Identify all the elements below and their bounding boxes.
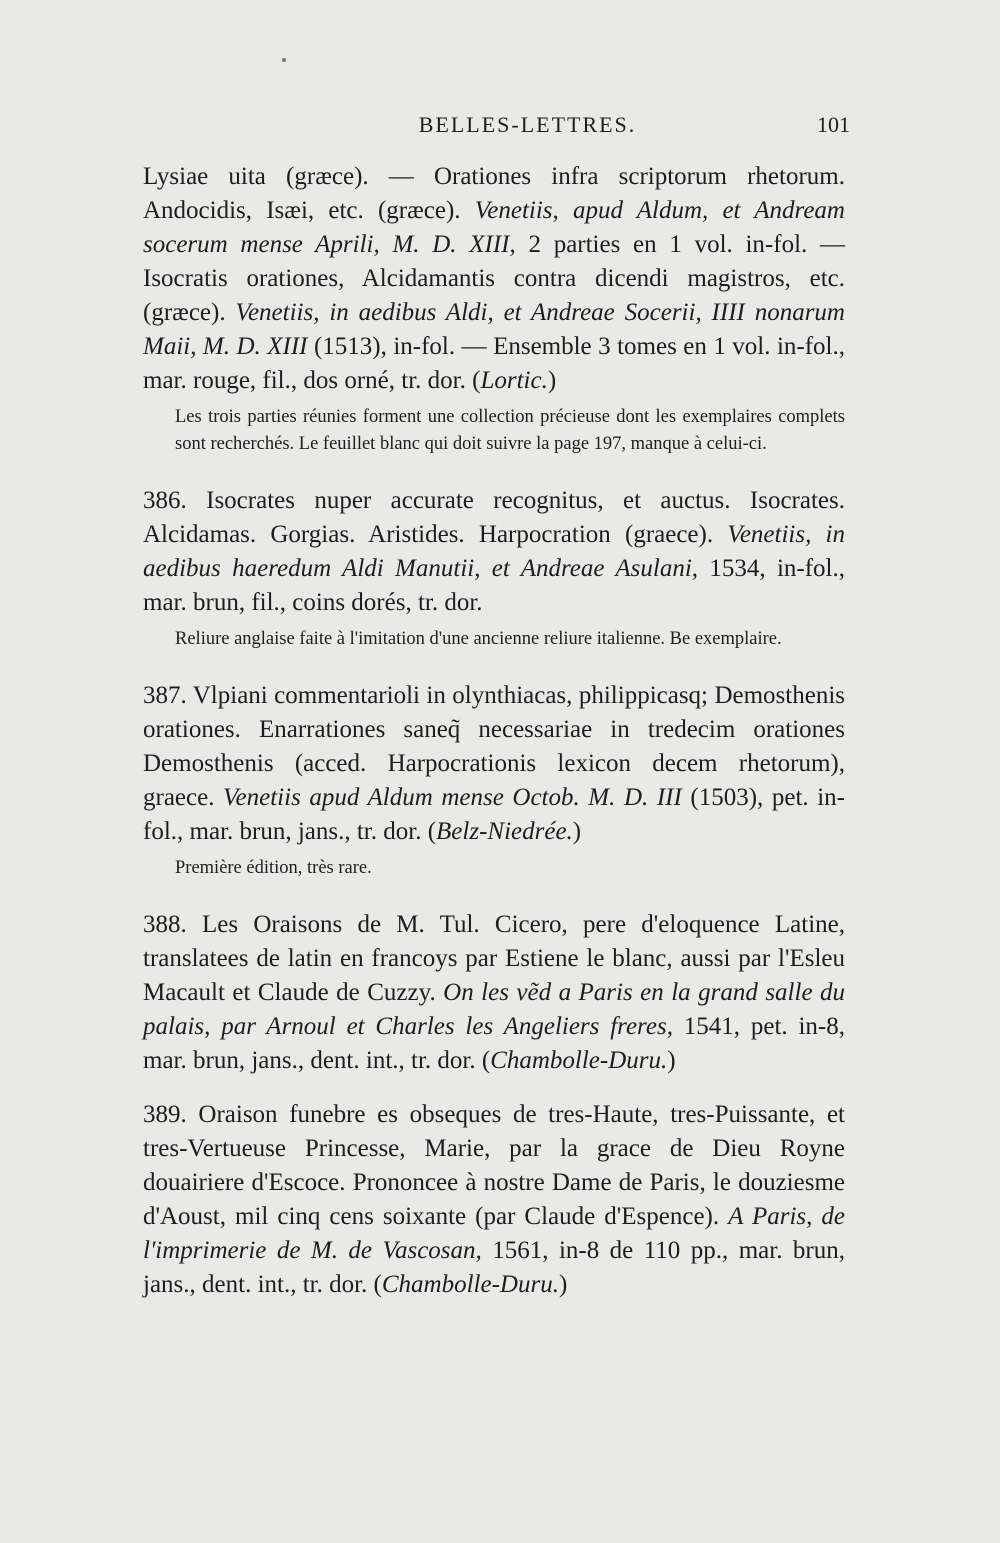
entry-text [143, 908, 845, 1078]
entry-text-run: Les Oraisons de M. Tul. Cicero, pere d'eloquence Latine, translatees de latin en francoys par Estiene le blanc, aussi par l'Esleu Macault et Claude de Cuzzy. [143, 911, 845, 1006]
imprint-italic: Venetiis, in aedibus Aldi, et Andreae Socerii, IIII nonarum Maii, M. D. XIII [143, 299, 845, 360]
imprint-italic: On les vẽd a Paris en la grand salle du palais, par Arnoul et Charles les Angeliers freres, [143, 979, 846, 1040]
entry-number: 386. [143, 487, 187, 514]
entry-text-run: (1503), pet. in-fol., mar. brun, jans., tr. dor. ( [143, 784, 845, 845]
catalog-entry [143, 908, 845, 1078]
page-header [145, 112, 850, 144]
entry-number: 389. [143, 1101, 187, 1128]
binder-name: Belz-Niedrée. [436, 818, 573, 845]
entry-text-run: Vlpiani commentarioli in olynthiacas, philippicasq; Demosthenis orationes. Enarrationes saneq̃ necessariae in tredecim orationes Demosthenis (acced. Harpocrationis lexicon decem rhetorum), graece. [143, 682, 845, 811]
spacer [143, 1078, 845, 1098]
entry-text-run: 1541, pet. in-8, mar. brun, jans., dent. int., tr. dor. ( [143, 1013, 845, 1074]
entry-note: Première édition, très rare. [175, 858, 372, 878]
paper-speck [282, 58, 286, 62]
imprint-italic: Venetiis, apud Aldum, et Andream socerum mense Aprili, M. D. XIII, [143, 197, 845, 258]
binder-name: Chambolle-Duru. [490, 1047, 668, 1074]
entry-text-run: Lysiae uita (græce). — Orationes infra scriptorum rhetorum. Andocidis, Isæi, etc. (græce). [143, 163, 845, 224]
running-head: BELLES-LETTRES. [418, 112, 637, 137]
entry-text-run: ) [667, 1047, 676, 1074]
entry-text-run: 1534, in-fol., mar. brun, fil., coins dorés, tr. dor. [143, 555, 845, 616]
entry-text-run: 1561, in-8 de 110 pp., mar. brun, jans., dent. int., tr. dor. ( [143, 1237, 845, 1298]
entry-text-run: ) [547, 367, 557, 394]
imprint-italic: Venetiis apud Aldum mense Octob. M. D. III [223, 784, 682, 811]
entry-number: 388. [143, 911, 187, 938]
catalog-entry [143, 160, 845, 458]
binder-name: Lortic. [480, 367, 548, 394]
entry-note: Reliure anglaise faite à l'imitation d'une ancienne reliure italienne. Be exemplaire. [175, 629, 782, 649]
entry-text [143, 160, 845, 398]
imprint-italic: A Paris, de l'imprimerie de M. de Vascosan, [143, 1203, 845, 1264]
binder-name: Chambolle-Duru. [381, 1271, 559, 1298]
catalog-entry [143, 679, 845, 882]
entry-text-run: 2 parties en 1 vol. in-fol. — Isocratis orationes, Alcidamantis contra dicendi magistros, etc. (græce). [143, 231, 845, 326]
spacer [143, 882, 845, 908]
entry-text [143, 484, 845, 620]
entry-text-run: Isocrates nuper accurate recognitus, et auctus. Isocrates. Alcidamas. Gorgias. Aristides. Harpocration (graece). [143, 487, 845, 548]
entry-note: Les trois parties réunies forment une collection précieuse dont les exemplaires complets sont recherchés. Le feuillet blanc qui doit suivre la page 197, manque à celui-ci. [175, 407, 845, 454]
catalog-entry [143, 484, 845, 653]
entry-text-run: (1513), in-fol. — Ensemble 3 tomes en 1 vol. in-fol., mar. rouge, fil., dos orné, tr. dor. ( [143, 333, 846, 394]
spacer [143, 458, 845, 484]
catalog-entry [143, 1098, 845, 1302]
entry-text-run: ) [572, 818, 582, 845]
entry-text [143, 1098, 845, 1302]
entry-text-run: ) [558, 1271, 568, 1298]
imprint-italic: Venetiis, in aedibus haeredum Aldi Manutii, et Andreae Asulani, [143, 521, 845, 582]
spacer [143, 653, 845, 679]
page-number: 101 [817, 112, 850, 137]
entry-number: 387. [143, 682, 187, 709]
entry-text [143, 679, 845, 849]
page-body [143, 160, 845, 1302]
entry-text-run: Oraison funebre es obseques de tres-Haute, tres-Puissante, et tres-Vertueuse Princesse, Marie, par la grace de Dieu Royne douairiere d'Escoce. Prononcee à nostre Dame de Paris, le douziesme d'Aoust, mil cinq cens soixante (par Claude d'Espence). [143, 1101, 845, 1230]
